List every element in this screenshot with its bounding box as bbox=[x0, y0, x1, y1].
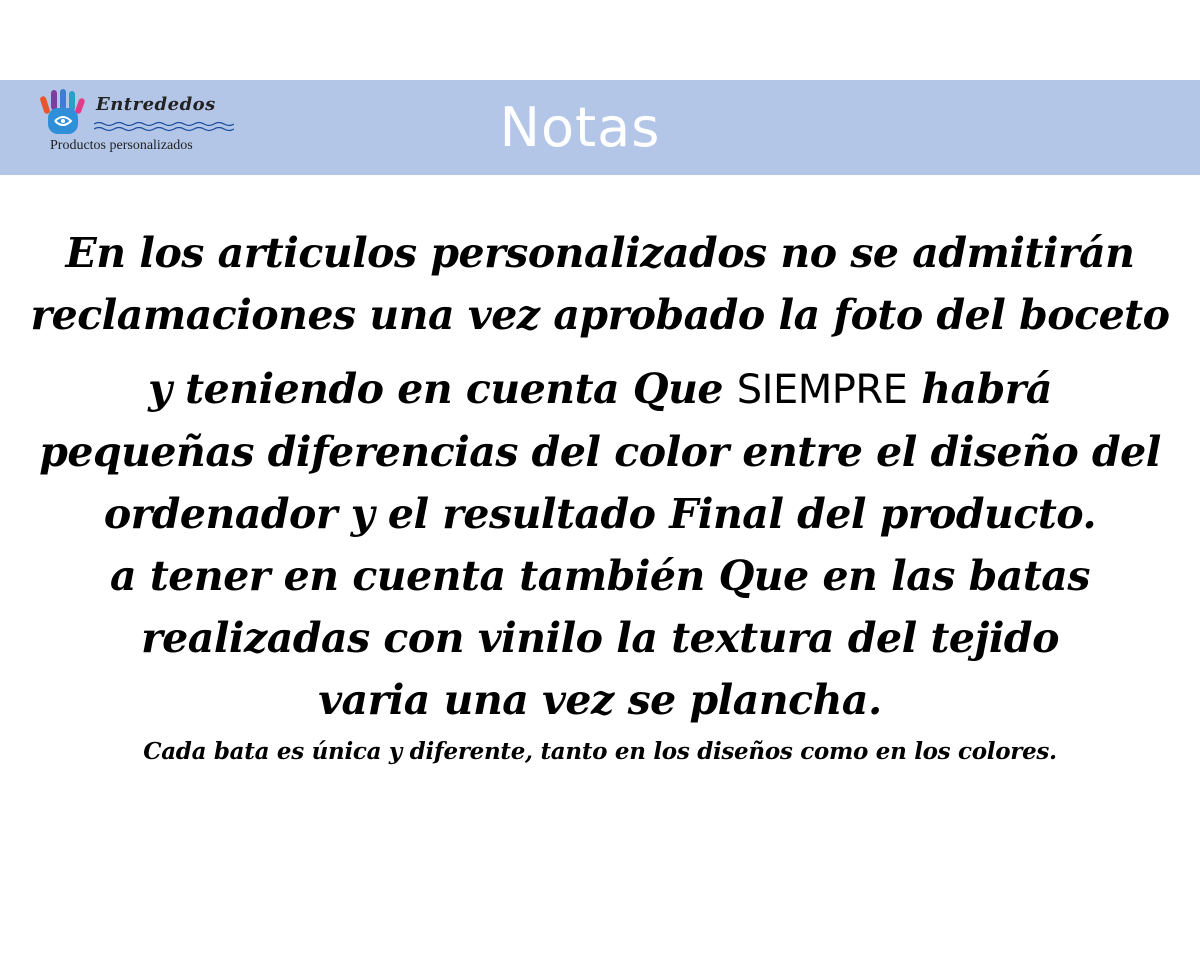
note-line: realizadas con vinilo la textura del tejido bbox=[141, 614, 1059, 662]
note-line: En los articulos personalizados no se admitirán bbox=[65, 229, 1135, 277]
note-line: ordenador y el resultado Final del producto. bbox=[103, 490, 1097, 538]
header-banner bbox=[0, 80, 1200, 175]
notes-body bbox=[20, 222, 1180, 731]
brand-tagline: Productos personalizados bbox=[50, 138, 193, 153]
note-line: reclamaciones una vez aprobado la foto del boceto bbox=[30, 291, 1170, 339]
note-line: a tener en cuenta también Que en las batas bbox=[110, 552, 1090, 600]
footnote: Cada bata es única y diferente, tanto en los diseños como en los colores. bbox=[143, 738, 1057, 765]
note-text: habrá bbox=[907, 365, 1052, 413]
note-line-emphasis bbox=[20, 358, 1180, 421]
note-line: pequeñas diferencias del color entre el diseño del bbox=[39, 428, 1161, 476]
note-text: y teniendo en cuenta Que bbox=[148, 365, 737, 413]
page-title: Notas bbox=[499, 96, 661, 159]
emphasis-word: SIEMPRE bbox=[736, 367, 908, 413]
note-line: varia una vez se plancha. bbox=[318, 676, 882, 724]
brand-name: Entrededos bbox=[96, 94, 216, 115]
